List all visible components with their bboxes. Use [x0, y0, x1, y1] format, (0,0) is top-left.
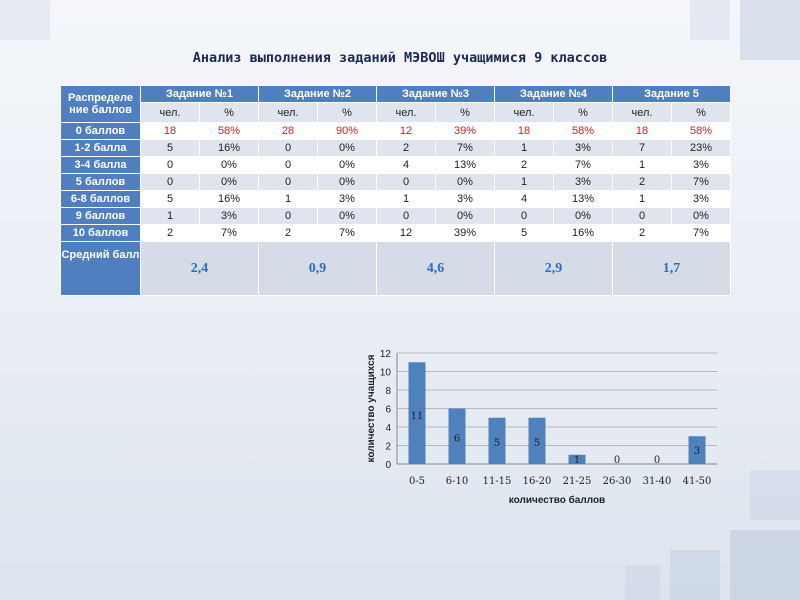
sub-header-count: чел.: [377, 103, 436, 123]
table-cell: 0: [259, 208, 318, 225]
sub-header-percent: %: [554, 103, 613, 123]
table-cell: 3%: [200, 208, 259, 225]
x-tick-label: 0-5: [408, 476, 426, 487]
avg-score: 1,7: [613, 242, 731, 296]
table-cell: 0%: [318, 140, 377, 157]
x-tick-label: 26-30: [602, 476, 632, 487]
table-cell: 0: [141, 174, 200, 191]
table-cell: 7%: [672, 225, 731, 242]
table-cell: 0%: [672, 208, 731, 225]
table-cell: 12: [377, 225, 436, 242]
table-cell: 3%: [672, 157, 731, 174]
table-cell: 5: [495, 225, 554, 242]
table-row: [61, 157, 731, 174]
y-tick-label: 12: [379, 349, 391, 360]
y-tick-label: 2: [385, 441, 391, 453]
y-axis-title: количество учащихся: [366, 354, 377, 463]
table-cell: 1: [613, 191, 672, 208]
table-row: [61, 191, 731, 208]
table-cell: 3%: [554, 140, 613, 157]
table-cell: 1: [377, 191, 436, 208]
table-row: [61, 140, 731, 157]
table-cell: 28: [259, 123, 318, 140]
table-cell: 2: [613, 225, 672, 242]
table-cell: 5: [141, 191, 200, 208]
table-cell: 3%: [318, 191, 377, 208]
data-label: 3: [693, 446, 701, 458]
table-cell: 13%: [554, 191, 613, 208]
table-cell: 16%: [200, 191, 259, 208]
sub-header-percent: %: [318, 103, 377, 123]
table-cell: 0%: [318, 174, 377, 191]
x-tick-label: 21-25: [562, 476, 592, 487]
table-cell: 0: [613, 208, 672, 225]
corner-header: Распределе ние баллов: [61, 86, 141, 123]
table-cell: 0: [259, 140, 318, 157]
table-row: [61, 225, 731, 242]
table-cell: 39%: [436, 225, 495, 242]
sub-header-percent: %: [436, 103, 495, 123]
table-cell: 0%: [436, 208, 495, 225]
table-cell: 58%: [200, 123, 259, 140]
table-cell: 0: [377, 174, 436, 191]
table-cell: 2: [613, 174, 672, 191]
table-cell: 0%: [200, 174, 259, 191]
table-cell: 0: [259, 174, 318, 191]
sub-header-count: чел.: [141, 103, 200, 123]
score-histogram: [355, 345, 730, 505]
table-cell: 18: [141, 123, 200, 140]
x-tick-label: 16-20: [522, 476, 552, 487]
table-cell: 4: [495, 191, 554, 208]
y-tick-label: 4: [385, 423, 391, 434]
table-cell: 2: [495, 157, 554, 174]
sub-header-percent: %: [672, 103, 731, 123]
table-cell: 0%: [318, 208, 377, 225]
data-label: 0: [613, 455, 621, 466]
table-cell: 7%: [672, 174, 731, 191]
avg-score: 2,4: [141, 242, 259, 296]
table-cell: 0%: [436, 174, 495, 191]
table-cell: 7%: [318, 225, 377, 242]
avg-score: 2,9: [495, 242, 613, 296]
sub-header-count: чел.: [259, 103, 318, 123]
row-label: 9 баллов: [61, 208, 141, 225]
table-cell: 13%: [436, 157, 495, 174]
x-tick-label: 41-50: [682, 476, 712, 487]
data-label: 5: [533, 437, 541, 449]
table-cell: 18: [495, 123, 554, 140]
table-cell: 3%: [436, 191, 495, 208]
table-cell: 58%: [672, 123, 731, 140]
table-cell: 0%: [554, 208, 613, 225]
table-cell: 0%: [318, 157, 377, 174]
table-cell: 58%: [554, 123, 613, 140]
slide-title: Анализ выполнения заданий МЭВОШ учащимися 9 классов: [192, 50, 608, 66]
table-cell: 1: [495, 140, 554, 157]
table-cell: 7%: [200, 225, 259, 242]
table-cell: 0%: [200, 157, 259, 174]
table-cell: 39%: [436, 123, 495, 140]
data-label: 11: [410, 411, 424, 423]
row-label: 3-4 балла: [61, 157, 141, 174]
table-cell: 1: [141, 208, 200, 225]
table-cell: 7%: [554, 157, 613, 174]
table-cell: 12: [377, 123, 436, 140]
table-cell: 0: [141, 157, 200, 174]
data-label: 5: [493, 437, 501, 449]
table-cell: 0: [495, 208, 554, 225]
data-label: 1: [573, 455, 581, 466]
table-cell: 2: [259, 225, 318, 242]
table-row: [61, 174, 731, 191]
data-label: 6: [453, 433, 461, 445]
x-axis-title: количество баллов: [508, 495, 606, 505]
results-table: [60, 85, 731, 296]
y-tick-label: 6: [385, 404, 391, 416]
table-cell: 0: [377, 208, 436, 225]
table-cell: 5: [141, 140, 200, 157]
table-cell: 23%: [672, 140, 731, 157]
table-cell: 1: [613, 157, 672, 174]
y-tick-label: 0: [385, 460, 391, 471]
table-cell: 7%: [436, 140, 495, 157]
table-cell: 90%: [318, 123, 377, 140]
table-cell: 7: [613, 140, 672, 157]
x-tick-label: 11-15: [482, 476, 512, 487]
x-tick-label: 6-10: [445, 476, 469, 487]
task-header: Задание №3: [377, 86, 495, 103]
sub-header-count: чел.: [613, 103, 672, 123]
task-header: Задание 5: [613, 86, 731, 103]
y-tick-label: 10: [379, 367, 391, 379]
data-label: 0: [653, 455, 661, 466]
table-cell: 1: [259, 191, 318, 208]
avg-score: 4,6: [377, 242, 495, 296]
x-tick-label: 31-40: [642, 476, 672, 487]
table-cell: 3%: [672, 191, 731, 208]
table-row: [61, 208, 731, 225]
row-label: 10 баллов: [61, 225, 141, 242]
table-cell: 1: [495, 174, 554, 191]
table-cell: 4: [377, 157, 436, 174]
task-header: Задание №1: [141, 86, 259, 103]
row-label: 6-8 баллов: [61, 191, 141, 208]
avg-label: Средний балл: [61, 242, 141, 296]
row-label: 1-2 балла: [61, 140, 141, 157]
table-cell: 2: [141, 225, 200, 242]
task-header: Задание №2: [259, 86, 377, 103]
row-label: 5 баллов: [61, 174, 141, 191]
sub-header-count: чел.: [495, 103, 554, 123]
table-cell: 0: [259, 157, 318, 174]
avg-score: 0,9: [259, 242, 377, 296]
table-cell: 16%: [554, 225, 613, 242]
y-tick-label: 8: [385, 386, 391, 397]
table-cell: 2: [377, 140, 436, 157]
sub-header-percent: %: [200, 103, 259, 123]
table-cell: 3%: [554, 174, 613, 191]
task-header: Задание №4: [495, 86, 613, 103]
table-row: [61, 123, 731, 140]
row-label: 0 баллов: [61, 123, 141, 140]
table-cell: 18: [613, 123, 672, 140]
table-cell: 16%: [200, 140, 259, 157]
